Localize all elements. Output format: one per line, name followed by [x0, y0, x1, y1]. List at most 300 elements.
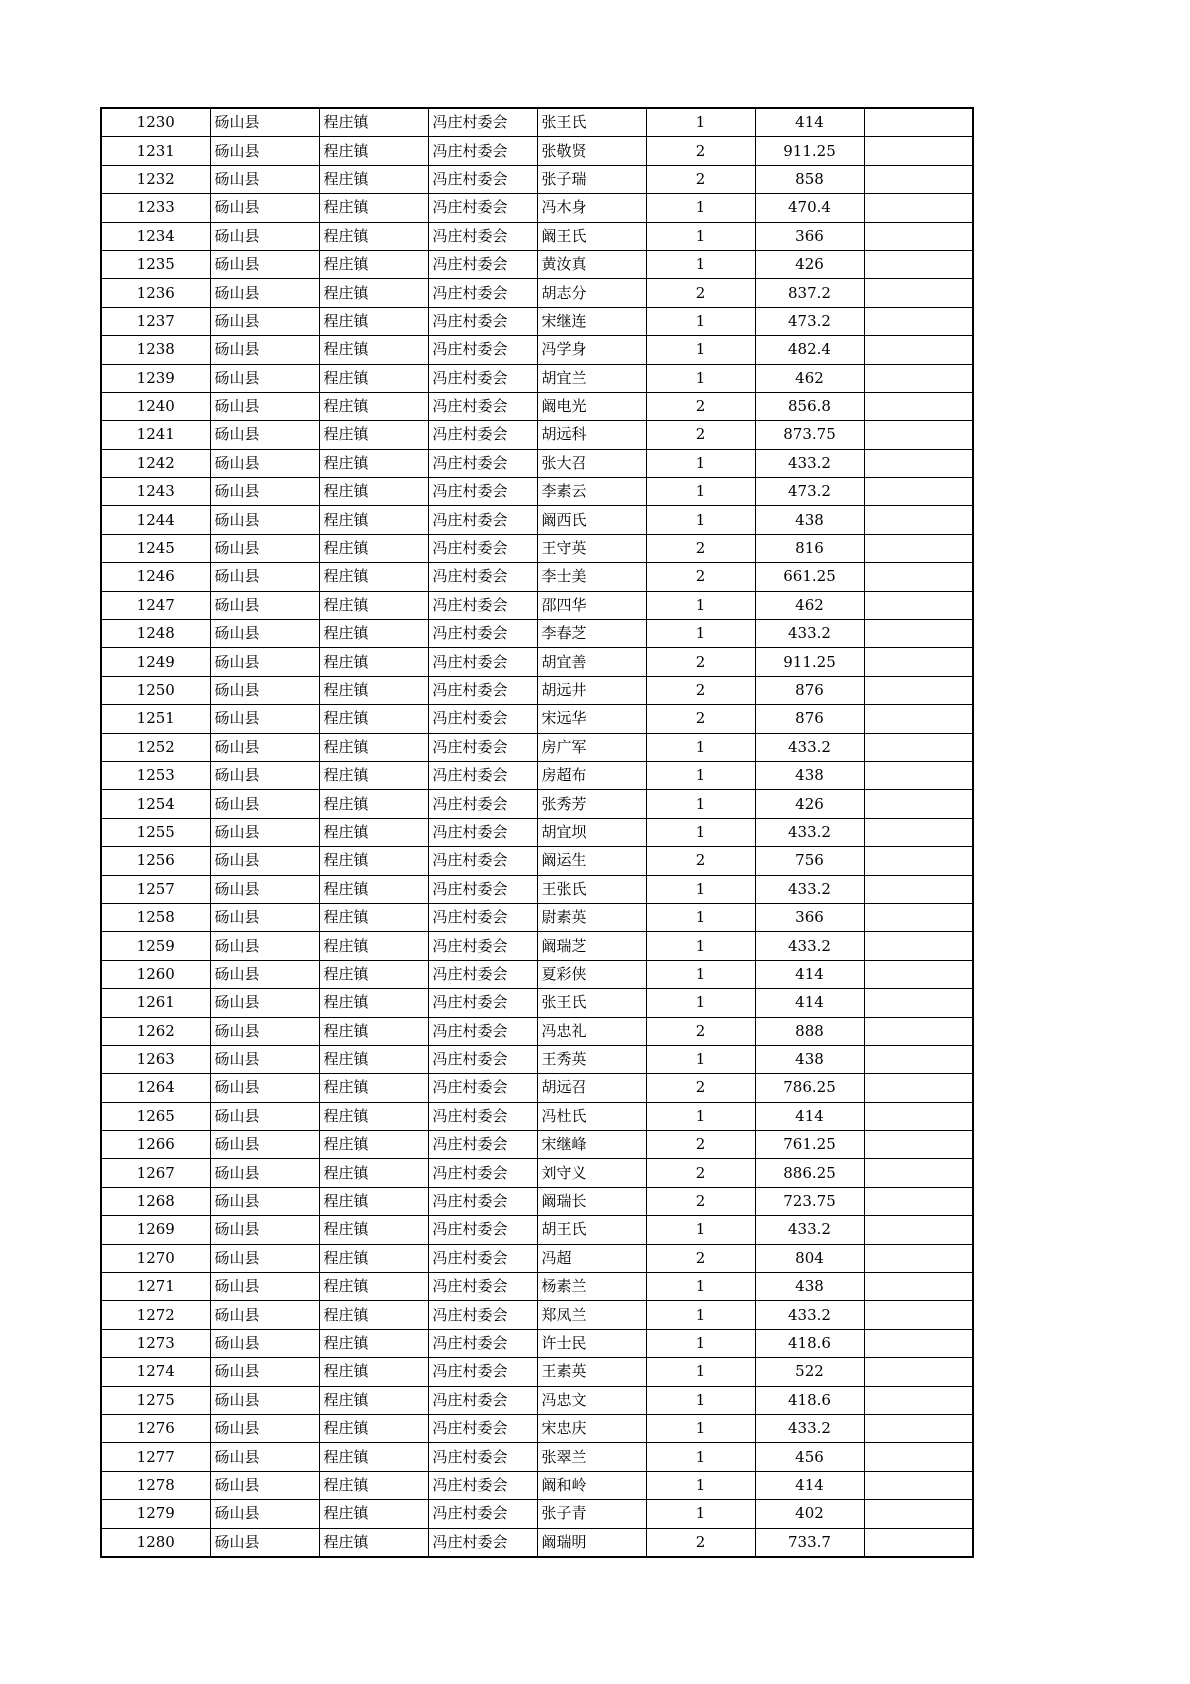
- cell-person-name: 阚运生: [537, 847, 646, 875]
- table-row: [101, 1301, 973, 1329]
- cell-village-committee: 冯庄村委会: [428, 1273, 537, 1301]
- table-row: [101, 705, 973, 733]
- cell-remark: [864, 591, 973, 619]
- cell-town: 程庄镇: [319, 1102, 428, 1130]
- cell-town: 程庄镇: [319, 875, 428, 903]
- cell-row-number: 1233: [101, 194, 210, 222]
- cell-remark: [864, 733, 973, 761]
- cell-amount: 470.4: [755, 194, 864, 222]
- table-row: [101, 790, 973, 818]
- cell-town: 程庄镇: [319, 506, 428, 534]
- cell-row-number: 1245: [101, 534, 210, 562]
- cell-remark: [864, 1131, 973, 1159]
- cell-remark: [864, 1386, 973, 1414]
- cell-amount: 876: [755, 705, 864, 733]
- cell-person-name: 阚和岭: [537, 1471, 646, 1499]
- cell-row-number: 1254: [101, 790, 210, 818]
- table-row: [101, 250, 973, 278]
- cell-amount: 433.2: [755, 733, 864, 761]
- cell-household-count: 1: [646, 449, 755, 477]
- cell-household-count: 2: [646, 392, 755, 420]
- cell-county: 砀山县: [210, 1443, 319, 1471]
- cell-county: 砀山县: [210, 1500, 319, 1528]
- table-row: [101, 818, 973, 846]
- cell-person-name: 张子瑞: [537, 165, 646, 193]
- cell-village-committee: 冯庄村委会: [428, 1301, 537, 1329]
- cell-row-number: 1239: [101, 364, 210, 392]
- cell-person-name: 宋远华: [537, 705, 646, 733]
- cell-row-number: 1259: [101, 932, 210, 960]
- table-row: [101, 875, 973, 903]
- cell-household-count: 1: [646, 108, 755, 137]
- cell-town: 程庄镇: [319, 137, 428, 165]
- cell-village-committee: 冯庄村委会: [428, 790, 537, 818]
- cell-row-number: 1258: [101, 903, 210, 931]
- cell-remark: [864, 1500, 973, 1528]
- cell-household-count: 2: [646, 1244, 755, 1272]
- cell-row-number: 1253: [101, 761, 210, 789]
- table-row: [101, 392, 973, 420]
- cell-row-number: 1247: [101, 591, 210, 619]
- cell-remark: [864, 506, 973, 534]
- table-row: [101, 1074, 973, 1102]
- table-row: [101, 449, 973, 477]
- cell-village-committee: 冯庄村委会: [428, 421, 537, 449]
- cell-remark: [864, 1528, 973, 1557]
- cell-amount: 456: [755, 1443, 864, 1471]
- cell-village-committee: 冯庄村委会: [428, 818, 537, 846]
- cell-county: 砀山县: [210, 1187, 319, 1215]
- cell-household-count: 2: [646, 563, 755, 591]
- cell-person-name: 胡宜善: [537, 648, 646, 676]
- cell-county: 砀山县: [210, 903, 319, 931]
- cell-village-committee: 冯庄村委会: [428, 1017, 537, 1045]
- cell-person-name: 阚王氏: [537, 222, 646, 250]
- cell-amount: 426: [755, 790, 864, 818]
- table-row: [101, 591, 973, 619]
- cell-village-committee: 冯庄村委会: [428, 733, 537, 761]
- cell-remark: [864, 1017, 973, 1045]
- cell-town: 程庄镇: [319, 1159, 428, 1187]
- cell-amount: 433.2: [755, 449, 864, 477]
- cell-person-name: 杨素兰: [537, 1273, 646, 1301]
- cell-household-count: 1: [646, 1273, 755, 1301]
- cell-county: 砀山县: [210, 1358, 319, 1386]
- cell-person-name: 宋继连: [537, 307, 646, 335]
- cell-town: 程庄镇: [319, 1386, 428, 1414]
- cell-remark: [864, 194, 973, 222]
- cell-county: 砀山县: [210, 705, 319, 733]
- cell-remark: [864, 478, 973, 506]
- table-row: [101, 960, 973, 988]
- cell-county: 砀山县: [210, 534, 319, 562]
- cell-amount: 756: [755, 847, 864, 875]
- cell-village-committee: 冯庄村委会: [428, 648, 537, 676]
- cell-household-count: 1: [646, 733, 755, 761]
- cell-row-number: 1256: [101, 847, 210, 875]
- cell-remark: [864, 563, 973, 591]
- cell-village-committee: 冯庄村委会: [428, 307, 537, 335]
- table-row: [101, 1244, 973, 1272]
- cell-village-committee: 冯庄村委会: [428, 1329, 537, 1357]
- cell-household-count: 1: [646, 761, 755, 789]
- cell-row-number: 1272: [101, 1301, 210, 1329]
- cell-person-name: 郑凤兰: [537, 1301, 646, 1329]
- cell-village-committee: 冯庄村委会: [428, 534, 537, 562]
- cell-village-committee: 冯庄村委会: [428, 1045, 537, 1073]
- cell-household-count: 1: [646, 222, 755, 250]
- cell-amount: 366: [755, 903, 864, 931]
- cell-amount: 873.75: [755, 421, 864, 449]
- cell-town: 程庄镇: [319, 705, 428, 733]
- cell-row-number: 1261: [101, 989, 210, 1017]
- cell-county: 砀山县: [210, 1301, 319, 1329]
- cell-row-number: 1234: [101, 222, 210, 250]
- cell-person-name: 李素云: [537, 478, 646, 506]
- cell-household-count: 1: [646, 1216, 755, 1244]
- cell-town: 程庄镇: [319, 1187, 428, 1215]
- cell-household-count: 1: [646, 1329, 755, 1357]
- cell-amount: 911.25: [755, 137, 864, 165]
- table-row: [101, 903, 973, 931]
- cell-town: 程庄镇: [319, 165, 428, 193]
- cell-remark: [864, 1159, 973, 1187]
- cell-village-committee: 冯庄村委会: [428, 620, 537, 648]
- cell-amount: 837.2: [755, 279, 864, 307]
- cell-county: 砀山县: [210, 392, 319, 420]
- cell-row-number: 1277: [101, 1443, 210, 1471]
- cell-person-name: 胡远科: [537, 421, 646, 449]
- cell-row-number: 1248: [101, 620, 210, 648]
- cell-county: 砀山县: [210, 733, 319, 761]
- cell-remark: [864, 222, 973, 250]
- cell-remark: [864, 1301, 973, 1329]
- cell-amount: 433.2: [755, 818, 864, 846]
- cell-amount: 433.2: [755, 1301, 864, 1329]
- cell-town: 程庄镇: [319, 222, 428, 250]
- cell-amount: 473.2: [755, 307, 864, 335]
- table-row: [101, 1500, 973, 1528]
- cell-amount: 418.6: [755, 1329, 864, 1357]
- cell-village-committee: 冯庄村委会: [428, 1528, 537, 1557]
- cell-town: 程庄镇: [319, 1074, 428, 1102]
- cell-household-count: 1: [646, 591, 755, 619]
- table-row: [101, 336, 973, 364]
- table-row: [101, 421, 973, 449]
- cell-person-name: 张王氏: [537, 108, 646, 137]
- cell-county: 砀山县: [210, 506, 319, 534]
- cell-household-count: 1: [646, 1414, 755, 1442]
- cell-amount: 462: [755, 364, 864, 392]
- cell-village-committee: 冯庄村委会: [428, 1187, 537, 1215]
- cell-county: 砀山县: [210, 364, 319, 392]
- cell-county: 砀山县: [210, 194, 319, 222]
- cell-row-number: 1249: [101, 648, 210, 676]
- cell-county: 砀山县: [210, 165, 319, 193]
- cell-county: 砀山县: [210, 279, 319, 307]
- cell-household-count: 1: [646, 903, 755, 931]
- cell-remark: [864, 165, 973, 193]
- cell-row-number: 1275: [101, 1386, 210, 1414]
- cell-county: 砀山县: [210, 1471, 319, 1499]
- cell-amount: 438: [755, 1045, 864, 1073]
- cell-county: 砀山县: [210, 620, 319, 648]
- cell-row-number: 1276: [101, 1414, 210, 1442]
- cell-household-count: 1: [646, 1500, 755, 1528]
- cell-town: 程庄镇: [319, 648, 428, 676]
- cell-person-name: 黄汝真: [537, 250, 646, 278]
- cell-row-number: 1238: [101, 336, 210, 364]
- cell-town: 程庄镇: [319, 449, 428, 477]
- cell-remark: [864, 364, 973, 392]
- cell-town: 程庄镇: [319, 1414, 428, 1442]
- cell-person-name: 阚电光: [537, 392, 646, 420]
- cell-village-committee: 冯庄村委会: [428, 137, 537, 165]
- cell-county: 砀山县: [210, 449, 319, 477]
- cell-town: 程庄镇: [319, 733, 428, 761]
- cell-row-number: 1230: [101, 108, 210, 137]
- cell-row-number: 1268: [101, 1187, 210, 1215]
- table-row: [101, 1471, 973, 1499]
- cell-town: 程庄镇: [319, 194, 428, 222]
- cell-household-count: 2: [646, 534, 755, 562]
- cell-person-name: 胡远召: [537, 1074, 646, 1102]
- cell-amount: 522: [755, 1358, 864, 1386]
- cell-town: 程庄镇: [319, 620, 428, 648]
- cell-remark: [864, 1273, 973, 1301]
- cell-row-number: 1236: [101, 279, 210, 307]
- cell-household-count: 2: [646, 847, 755, 875]
- table-row: [101, 1159, 973, 1187]
- cell-town: 程庄镇: [319, 563, 428, 591]
- cell-person-name: 阚瑞长: [537, 1187, 646, 1215]
- cell-person-name: 胡宜兰: [537, 364, 646, 392]
- cell-row-number: 1232: [101, 165, 210, 193]
- cell-county: 砀山县: [210, 818, 319, 846]
- cell-county: 砀山县: [210, 1017, 319, 1045]
- cell-person-name: 房广军: [537, 733, 646, 761]
- cell-row-number: 1279: [101, 1500, 210, 1528]
- cell-household-count: 1: [646, 1045, 755, 1073]
- cell-row-number: 1262: [101, 1017, 210, 1045]
- table-row: [101, 1528, 973, 1557]
- cell-village-committee: 冯庄村委会: [428, 563, 537, 591]
- cell-row-number: 1246: [101, 563, 210, 591]
- cell-amount: 414: [755, 960, 864, 988]
- cell-remark: [864, 336, 973, 364]
- cell-village-committee: 冯庄村委会: [428, 1414, 537, 1442]
- cell-household-count: 1: [646, 364, 755, 392]
- cell-person-name: 张翠兰: [537, 1443, 646, 1471]
- cell-remark: [864, 1187, 973, 1215]
- cell-county: 砀山县: [210, 108, 319, 137]
- cell-person-name: 胡志分: [537, 279, 646, 307]
- cell-county: 砀山县: [210, 648, 319, 676]
- cell-remark: [864, 307, 973, 335]
- cell-remark: [864, 534, 973, 562]
- table-body: [101, 108, 973, 1557]
- cell-village-committee: 冯庄村委会: [428, 1216, 537, 1244]
- cell-row-number: 1271: [101, 1273, 210, 1301]
- cell-row-number: 1255: [101, 818, 210, 846]
- cell-town: 程庄镇: [319, 1471, 428, 1499]
- cell-county: 砀山县: [210, 1244, 319, 1272]
- cell-county: 砀山县: [210, 989, 319, 1017]
- cell-remark: [864, 449, 973, 477]
- cell-town: 程庄镇: [319, 1045, 428, 1073]
- cell-village-committee: 冯庄村委会: [428, 449, 537, 477]
- table-row: [101, 620, 973, 648]
- cell-town: 程庄镇: [319, 790, 428, 818]
- cell-county: 砀山县: [210, 591, 319, 619]
- cell-county: 砀山县: [210, 790, 319, 818]
- cell-row-number: 1237: [101, 307, 210, 335]
- cell-household-count: 1: [646, 620, 755, 648]
- cell-amount: 433.2: [755, 620, 864, 648]
- cell-row-number: 1269: [101, 1216, 210, 1244]
- cell-village-committee: 冯庄村委会: [428, 989, 537, 1017]
- cell-town: 程庄镇: [319, 534, 428, 562]
- cell-town: 程庄镇: [319, 1443, 428, 1471]
- cell-person-name: 李春芝: [537, 620, 646, 648]
- cell-household-count: 1: [646, 478, 755, 506]
- cell-county: 砀山县: [210, 1386, 319, 1414]
- cell-row-number: 1267: [101, 1159, 210, 1187]
- cell-person-name: 许士民: [537, 1329, 646, 1357]
- table-row: [101, 478, 973, 506]
- cell-household-count: 1: [646, 1386, 755, 1414]
- cell-village-committee: 冯庄村委会: [428, 1443, 537, 1471]
- cell-person-name: 胡宜坝: [537, 818, 646, 846]
- table-row: [101, 1273, 973, 1301]
- table-row: [101, 108, 973, 137]
- cell-village-committee: 冯庄村委会: [428, 960, 537, 988]
- cell-county: 砀山县: [210, 1528, 319, 1557]
- cell-amount: 414: [755, 1471, 864, 1499]
- cell-household-count: 1: [646, 818, 755, 846]
- cell-person-name: 冯学身: [537, 336, 646, 364]
- cell-town: 程庄镇: [319, 250, 428, 278]
- cell-town: 程庄镇: [319, 761, 428, 789]
- cell-county: 砀山县: [210, 563, 319, 591]
- cell-village-committee: 冯庄村委会: [428, 364, 537, 392]
- cell-town: 程庄镇: [319, 1131, 428, 1159]
- cell-remark: [864, 1102, 973, 1130]
- cell-remark: [864, 932, 973, 960]
- cell-row-number: 1250: [101, 676, 210, 704]
- cell-village-committee: 冯庄村委会: [428, 165, 537, 193]
- cell-county: 砀山县: [210, 761, 319, 789]
- cell-village-committee: 冯庄村委会: [428, 761, 537, 789]
- cell-town: 程庄镇: [319, 903, 428, 931]
- cell-remark: [864, 1216, 973, 1244]
- cell-remark: [864, 989, 973, 1017]
- cell-household-count: 2: [646, 676, 755, 704]
- cell-village-committee: 冯庄村委会: [428, 1358, 537, 1386]
- cell-village-committee: 冯庄村委会: [428, 336, 537, 364]
- cell-amount: 433.2: [755, 1414, 864, 1442]
- cell-town: 程庄镇: [319, 478, 428, 506]
- cell-household-count: 1: [646, 932, 755, 960]
- cell-person-name: 冯超: [537, 1244, 646, 1272]
- cell-household-count: 2: [646, 279, 755, 307]
- cell-town: 程庄镇: [319, 676, 428, 704]
- cell-household-count: 2: [646, 1017, 755, 1045]
- cell-county: 砀山县: [210, 1131, 319, 1159]
- table-row: [101, 1443, 973, 1471]
- cell-person-name: 李士美: [537, 563, 646, 591]
- cell-amount: 856.8: [755, 392, 864, 420]
- cell-amount: 911.25: [755, 648, 864, 676]
- cell-household-count: 2: [646, 648, 755, 676]
- cell-household-count: 1: [646, 875, 755, 903]
- cell-row-number: 1251: [101, 705, 210, 733]
- cell-town: 程庄镇: [319, 932, 428, 960]
- cell-town: 程庄镇: [319, 847, 428, 875]
- cell-county: 砀山县: [210, 1216, 319, 1244]
- cell-household-count: 1: [646, 1358, 755, 1386]
- cell-household-count: 1: [646, 336, 755, 364]
- table-row: [101, 1131, 973, 1159]
- cell-amount: 723.75: [755, 1187, 864, 1215]
- cell-village-committee: 冯庄村委会: [428, 250, 537, 278]
- cell-village-committee: 冯庄村委会: [428, 1386, 537, 1414]
- cell-remark: [864, 790, 973, 818]
- cell-household-count: 2: [646, 705, 755, 733]
- cell-household-count: 2: [646, 1131, 755, 1159]
- cell-household-count: 2: [646, 1159, 755, 1187]
- cell-row-number: 1264: [101, 1074, 210, 1102]
- cell-town: 程庄镇: [319, 336, 428, 364]
- cell-person-name: 冯木身: [537, 194, 646, 222]
- table-row: [101, 1358, 973, 1386]
- cell-household-count: 1: [646, 250, 755, 278]
- cell-household-count: 1: [646, 1471, 755, 1499]
- table-row: [101, 1216, 973, 1244]
- cell-county: 砀山县: [210, 1273, 319, 1301]
- cell-amount: 366: [755, 222, 864, 250]
- cell-remark: [864, 648, 973, 676]
- cell-person-name: 王守英: [537, 534, 646, 562]
- cell-remark: [864, 1074, 973, 1102]
- cell-amount: 402: [755, 1500, 864, 1528]
- cell-county: 砀山县: [210, 1329, 319, 1357]
- cell-person-name: 冯忠文: [537, 1386, 646, 1414]
- cell-household-count: 2: [646, 1528, 755, 1557]
- cell-county: 砀山县: [210, 307, 319, 335]
- cell-village-committee: 冯庄村委会: [428, 847, 537, 875]
- cell-row-number: 1231: [101, 137, 210, 165]
- cell-county: 砀山县: [210, 676, 319, 704]
- cell-amount: 876: [755, 676, 864, 704]
- cell-county: 砀山县: [210, 137, 319, 165]
- cell-household-count: 1: [646, 307, 755, 335]
- table-row: [101, 733, 973, 761]
- cell-person-name: 王张氏: [537, 875, 646, 903]
- data-table: [100, 107, 974, 1558]
- cell-village-committee: 冯庄村委会: [428, 932, 537, 960]
- cell-amount: 473.2: [755, 478, 864, 506]
- cell-person-name: 尉素英: [537, 903, 646, 931]
- cell-person-name: 王秀英: [537, 1045, 646, 1073]
- cell-person-name: 胡远井: [537, 676, 646, 704]
- cell-remark: [864, 1329, 973, 1357]
- cell-amount: 886.25: [755, 1159, 864, 1187]
- cell-row-number: 1263: [101, 1045, 210, 1073]
- cell-village-committee: 冯庄村委会: [428, 506, 537, 534]
- cell-amount: 888: [755, 1017, 864, 1045]
- cell-row-number: 1280: [101, 1528, 210, 1557]
